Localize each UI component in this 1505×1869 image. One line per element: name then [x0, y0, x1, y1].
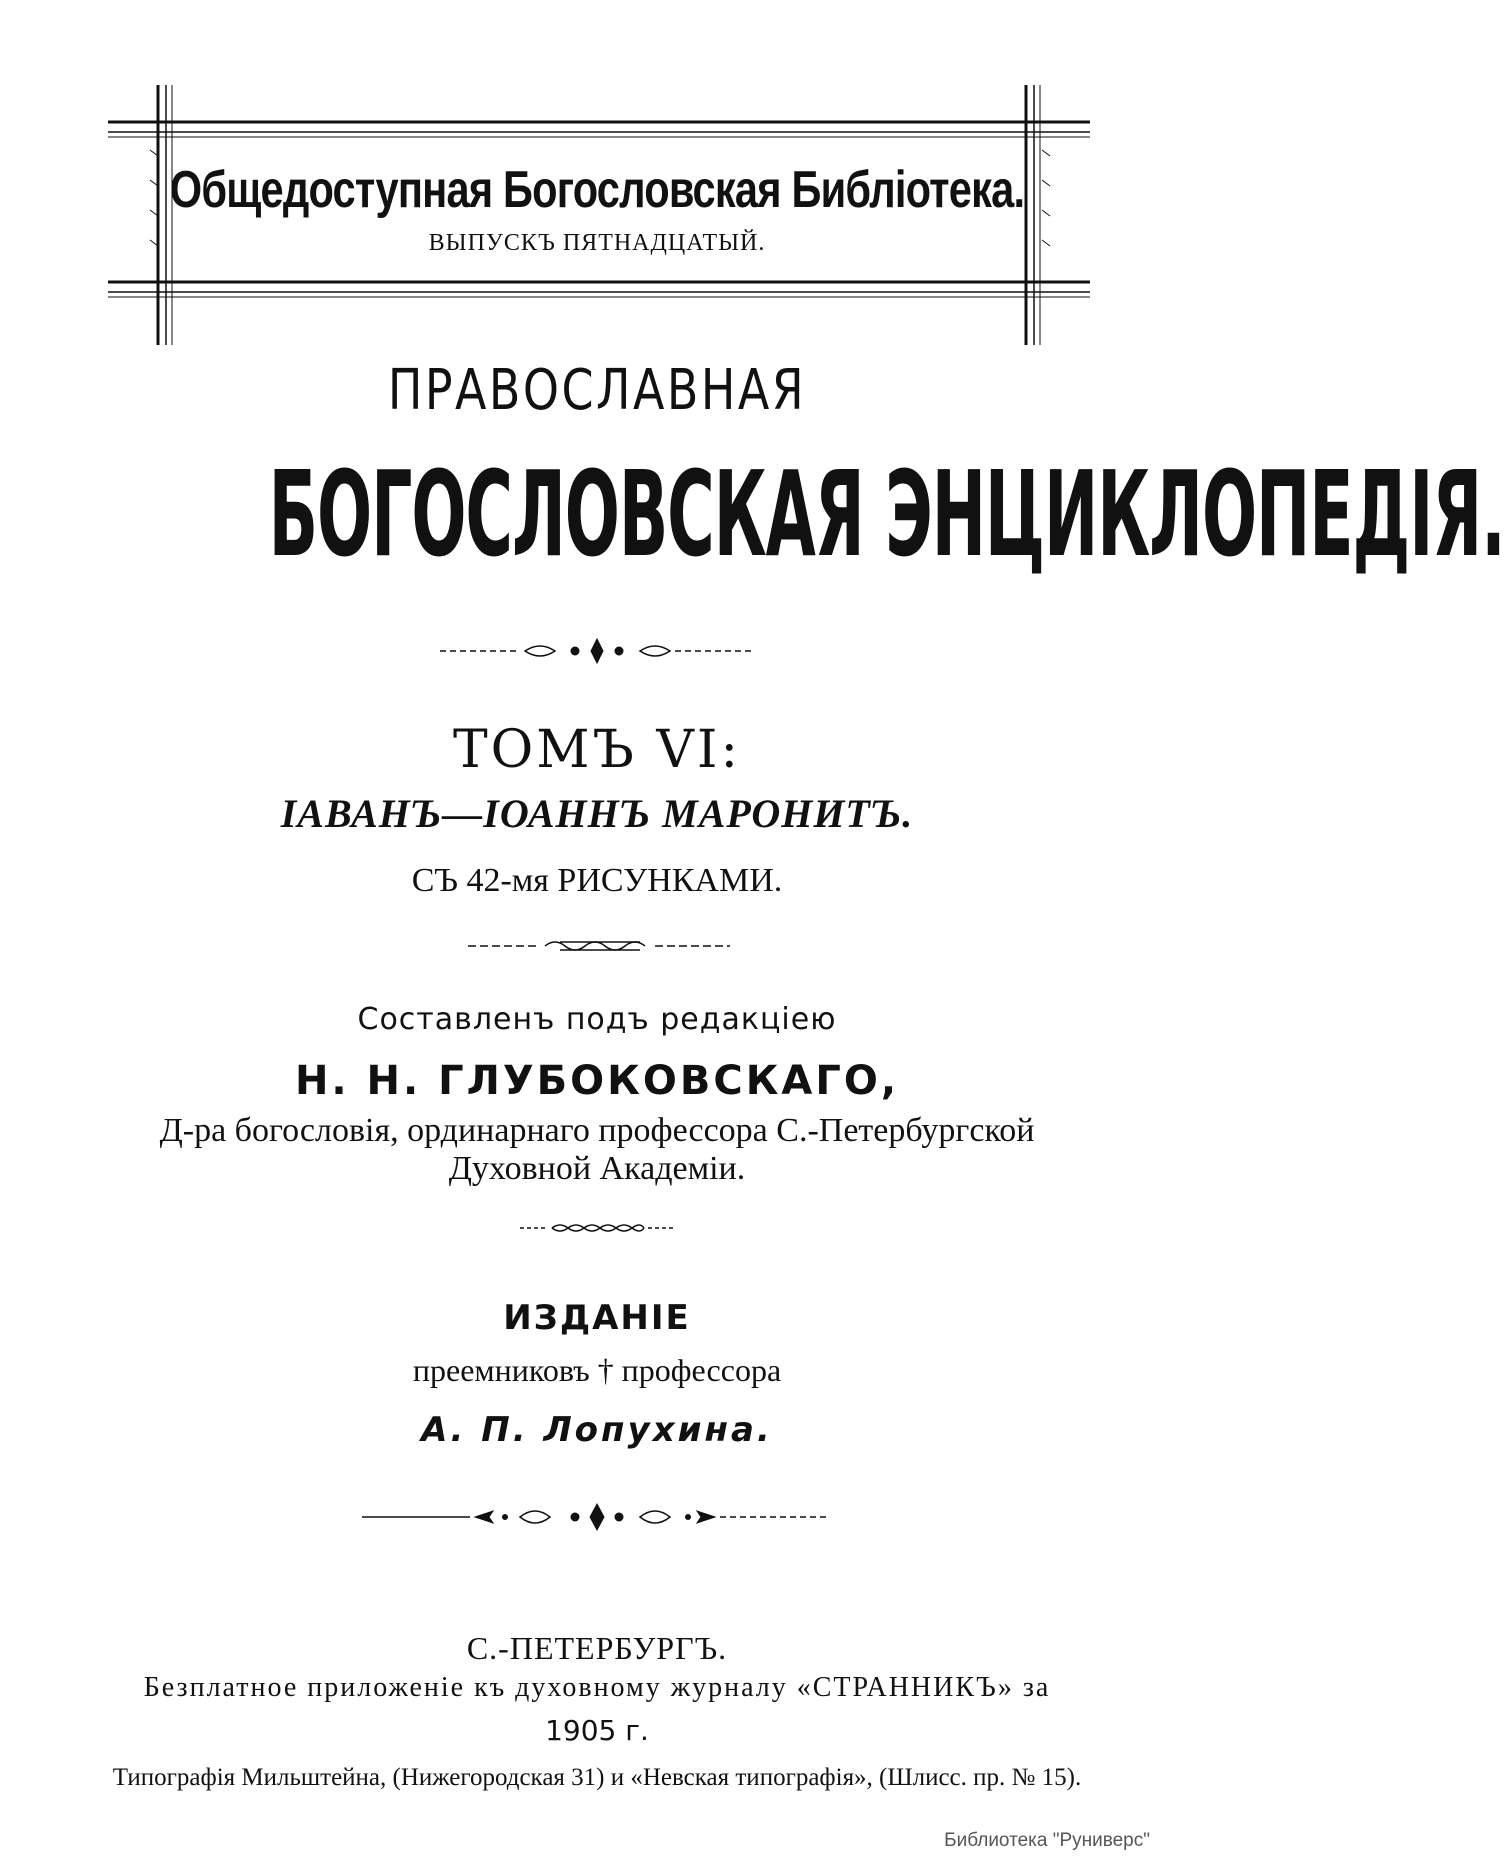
issue-number: ВЫПУСКЪ ПЯТНАДЦАТЫЙ.	[428, 230, 766, 256]
ornament-divider-3	[0, 1218, 1194, 1238]
ornament-divider-4	[0, 1502, 1194, 1532]
edition-label: ИЗДАНІЕ	[503, 1298, 691, 1338]
title-line1: ПРАВОСЛАВНАЯ	[387, 358, 807, 423]
publisher-heirs: преемниковъ † профессора	[412, 1352, 782, 1388]
editor-name: Н. Н. ГЛУБОКОВСКАГО,	[294, 1058, 900, 1104]
imprint-year: 1905 г.	[545, 1714, 649, 1747]
imprint-printer: Типографія Мильштейна, (Нижегородская 31) и «Невская типографія», (Шлисс. пр. № 15).	[112, 1764, 1082, 1791]
editor-credentials-line2: Духовной Академіи.	[448, 1150, 746, 1187]
illustrations-note: СЪ 42-мя РИСУНКАМИ.	[411, 862, 783, 899]
imprint-supplement: Безплатное приложеніе къ духовному журналу «СТРАННИКЪ» за	[143, 1672, 1051, 1703]
ornament-divider-1	[0, 636, 1194, 666]
compiled-by: Составленъ подъ редакціею	[357, 1002, 837, 1037]
volume-range: ІАВАНЪ—ІОАННЪ МАРОНИТЪ.	[280, 791, 914, 836]
library-watermark: Библиотека "Руниверс"	[944, 1830, 1150, 1851]
ornament-divider-2	[0, 934, 1194, 958]
publisher-person: А. П. Лопухина.	[421, 1410, 773, 1450]
volume-label: ТОМЪ VI:	[452, 720, 741, 780]
editor-credentials-line1: Д-ра богословія, ординарнаго профессора С.-Петербургской	[159, 1112, 1035, 1149]
series-title: Общедоступная Богословская Библіотека.	[169, 161, 1025, 219]
imprint-city: С.-ПЕТЕРБУРГЪ.	[466, 1630, 728, 1666]
title-line2: БОГОСЛОВСКАЯ ЭНЦИКЛОПЕДІЯ.	[268, 445, 1505, 583]
